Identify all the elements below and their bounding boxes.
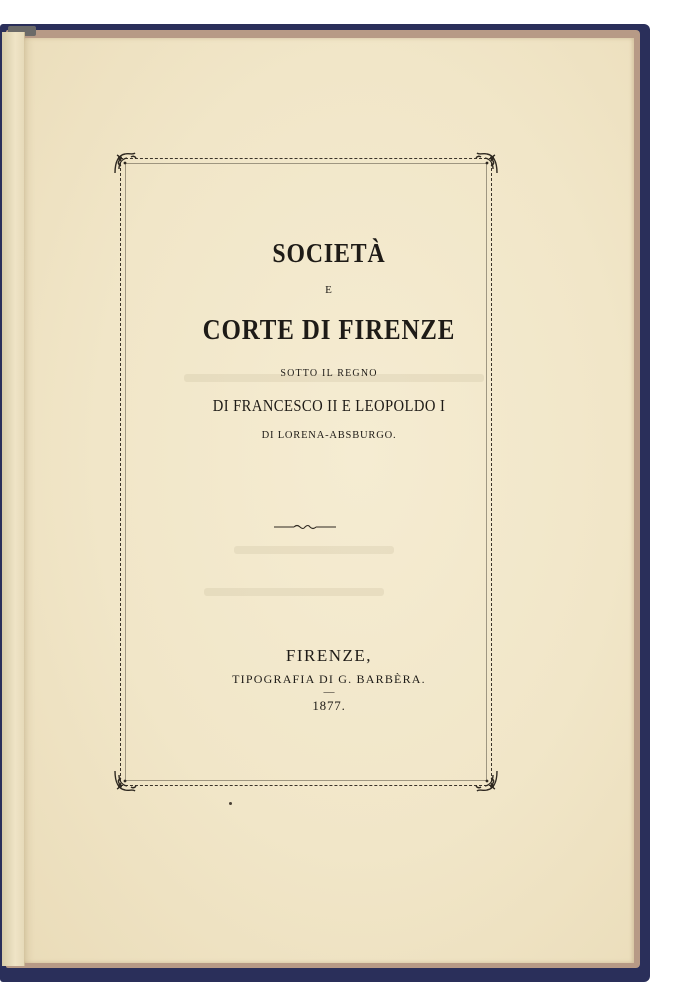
dynasty-line: DI LORENA-ABSBURGO. <box>261 430 397 441</box>
imprint-separator: — <box>323 686 335 698</box>
corner-ornament-icon <box>111 149 139 177</box>
corner-ornament-icon <box>111 767 139 795</box>
imprint-publisher: TIPOGRAFIA DI G. BARBÈRA. <box>232 672 426 686</box>
book-title: SOCIETÀ <box>272 238 386 268</box>
title-conjunction: E <box>325 284 333 296</box>
ink-speck <box>229 802 232 805</box>
previous-page-edge <box>2 32 25 966</box>
corner-ornament-icon <box>473 149 501 177</box>
book-subtitle: CORTE DI FIRENZE <box>202 314 456 346</box>
rulers-line: DI FRANCESCO II E LEOPOLDO I <box>212 396 446 415</box>
title-page <box>24 38 634 963</box>
reign-phrase: SOTTO IL REGNO <box>280 368 378 379</box>
corner-ornament-icon <box>473 767 501 795</box>
ornamental-rule-icon <box>274 524 336 530</box>
imprint-year: 1877. <box>312 698 346 713</box>
imprint-place: FIRENZE, <box>285 646 373 665</box>
